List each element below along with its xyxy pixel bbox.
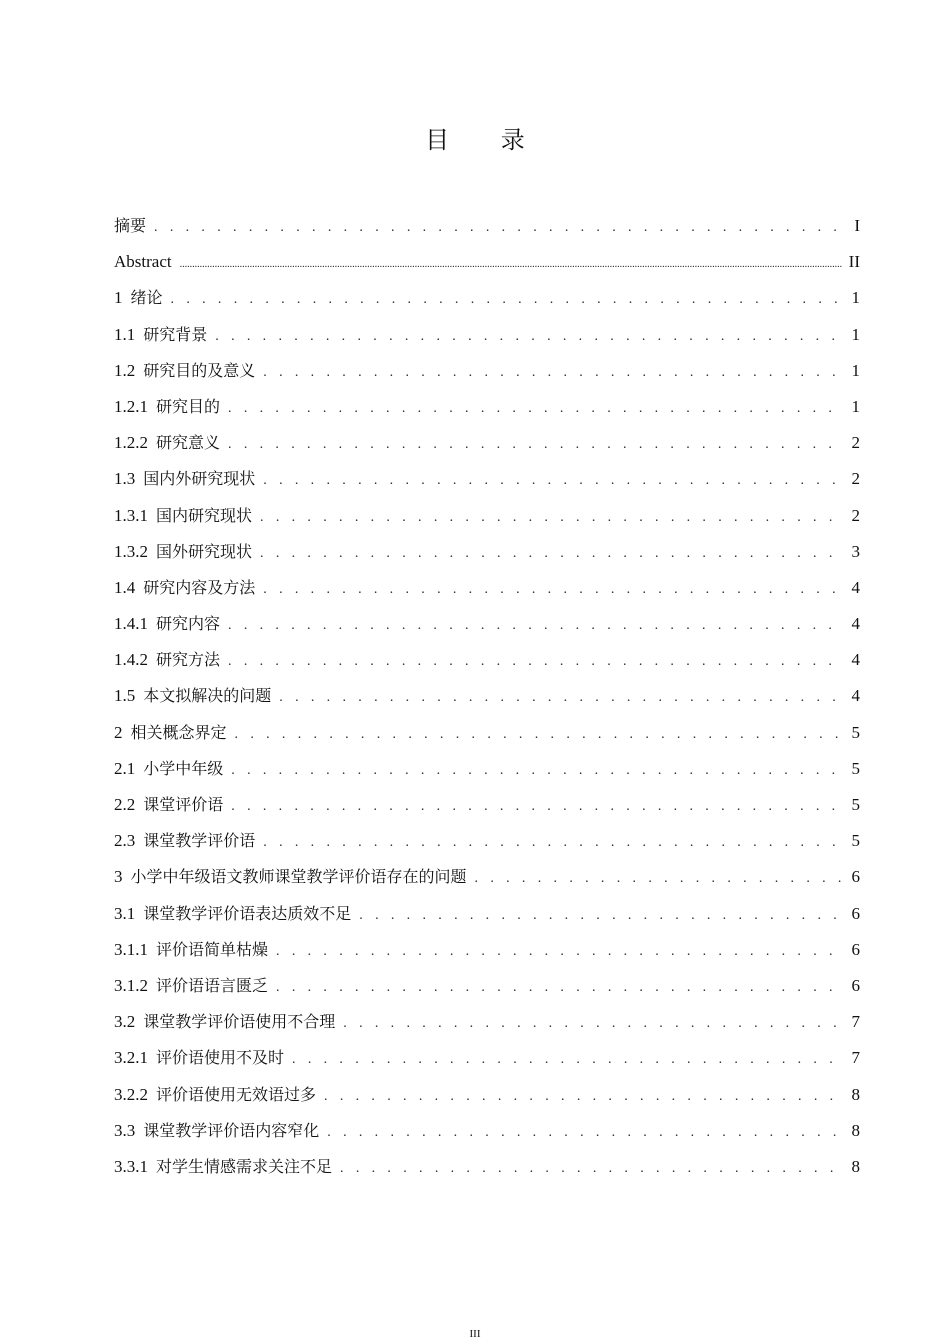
toc-dot-leader [263,825,842,861]
toc-entry-text: 研究内容 [156,614,221,634]
toc-entry[interactable] [114,859,860,895]
toc-entry-label [114,678,271,714]
toc-entry-number: 1.1 [114,324,136,344]
toc-entry-text: 评价语使用不及时 [156,1048,285,1068]
toc-entry-number: 1.5 [114,686,136,706]
toc-dot-leader [154,210,842,246]
toc-entry[interactable] [114,570,860,606]
toc-entry-label [114,1004,335,1040]
toc-entry-label [114,353,255,389]
page-title: 目 录 [425,126,547,154]
toc-entry-page: 6 [851,867,860,887]
toc-dot-leader [327,1115,842,1151]
toc-entry-text: Abstract [114,252,172,272]
toc-entry[interactable] [114,208,860,244]
toc-entry-text: 小学中年级语文教师课堂教学评价语存在的问题 [130,867,467,887]
toc-entry-page: 7 [851,1048,860,1068]
toc-entry-number: 3 [114,867,123,887]
toc-entry-label [114,968,268,1004]
toc-entry-label [114,570,255,606]
toc-entry-label [114,425,220,461]
toc-entry[interactable] [114,1040,860,1076]
toc-entry-label [114,715,227,751]
toc-entry-text: 国内研究现状 [156,505,253,525]
toc-entry-label [114,244,172,280]
toc-entry-label [114,498,252,534]
toc-entry[interactable] [114,715,860,751]
toc-entry-number: 1.2.2 [114,433,148,453]
toc-entry-text: 小学中年级 [143,758,224,778]
toc-dot-leader [228,608,842,644]
toc-entry-page: 2 [851,505,860,525]
toc-entry-text: 相关概念界定 [130,722,227,742]
toc-entry-text: 研究内容及方法 [143,577,256,597]
toc-dot-leader [276,970,842,1006]
toc-entry-text: 课堂教学评价语 [143,831,256,851]
toc-entry-page: 1 [851,288,860,308]
toc-dot-leader [235,717,842,753]
toc-entry-number: 1.3.1 [114,505,148,525]
toc-entry[interactable] [114,678,860,714]
toc-entry[interactable] [114,534,860,570]
toc-entry-text: 摘要 [114,216,147,235]
toc-dot-leader [359,898,842,934]
toc-entry-page: 4 [851,686,860,706]
page-number: III [469,1328,481,1340]
toc-entry[interactable] [114,1077,860,1113]
toc-entry[interactable] [114,1113,860,1149]
toc-entry-number: 2.3 [114,831,136,851]
toc-dot-leader [263,572,842,608]
toc-entry-page: 6 [851,939,860,959]
toc-entry-text: 课堂教学评价语使用不合理 [143,1012,336,1032]
toc-entry-page: 4 [851,650,860,670]
toc-entry-label [114,896,351,932]
toc-entry-text: 评价语使用无效语过多 [156,1084,317,1104]
toc-dot-leader [231,753,842,789]
toc-entry-page: 3 [851,541,860,561]
toc-entry[interactable] [114,823,860,859]
toc-entry-page: 6 [851,903,860,923]
toc-dot-leader [171,282,842,318]
toc-dot-leader [231,789,842,825]
toc-entry[interactable] [114,425,860,461]
toc-entry[interactable] [114,968,860,1004]
toc-entry[interactable] [114,787,860,823]
toc-entry-number: 2.2 [114,795,136,814]
toc-entry-label [114,1113,319,1149]
toc-entry-label [114,606,220,642]
toc-entry-number: 3.1.2 [114,975,148,995]
toc-entry-text: 研究背景 [143,324,208,344]
toc-dot-leader [263,463,842,499]
toc-dot-leader [215,319,842,355]
toc-dot-leader [180,247,842,283]
toc-entry-number: 1.2 [114,360,136,380]
toc-entry-number: 1.3.2 [114,541,148,561]
toc-dot-leader [263,355,842,391]
toc-entry-page: 8 [851,1120,860,1140]
toc-entry-text: 研究意义 [156,433,221,453]
toc-entry-label [114,534,252,570]
toc-dot-leader [228,644,842,680]
toc-dot-leader [260,536,842,572]
toc-entry-text: 课堂评价语 [143,795,224,814]
toc-entry-label [114,859,467,895]
toc-entry-text: 评价语简单枯燥 [156,939,269,959]
toc-entry-text: 课堂教学评价语内容窄化 [143,1120,320,1140]
toc-entry[interactable] [114,896,860,932]
toc-entry[interactable] [114,932,860,968]
toc-entry-page: 1 [851,324,860,344]
toc-entry-number: 1.4.2 [114,650,148,670]
toc-entry-page: 5 [851,831,860,851]
toc-dot-leader [228,391,842,427]
toc-dot-leader [343,1006,842,1042]
toc-entry-page: 1 [851,360,860,380]
toc-dot-leader [276,934,842,970]
toc-dot-leader [228,427,842,463]
toc-entry[interactable] [114,317,860,353]
toc-entry-page: 5 [851,758,860,778]
toc-entry-number: 3.3 [114,1120,136,1140]
toc-entry-number: 3.1.1 [114,939,148,959]
toc-entry[interactable] [114,498,860,534]
toc-entry-label [114,461,255,497]
toc-entry-text: 对学生情感需求关注不足 [156,1156,333,1176]
toc-entry-text: 国外研究现状 [156,541,253,561]
toc-entry-number: 3.1 [114,903,136,923]
toc-entry[interactable] [114,606,860,642]
toc-entry-page: 8 [851,1084,860,1104]
toc-entry-text: 国内外研究现状 [143,469,256,489]
toc-entry[interactable] [114,751,860,787]
toc-entry-label [114,751,223,787]
toc-entry-number: 2 [114,722,123,742]
toc-entry[interactable] [114,642,860,678]
toc-dot-leader [340,1151,842,1187]
toc-entry-text: 研究目的 [156,396,221,416]
toc-entry[interactable] [114,244,860,280]
toc-entry[interactable] [114,461,860,497]
toc-entry-text: 课堂教学评价语表达质效不足 [143,903,352,923]
toc-entry[interactable] [114,280,860,316]
toc-entry-text: 研究目的及意义 [143,360,256,380]
toc-entry-page: 6 [851,975,860,995]
toc-entry[interactable] [114,1149,860,1185]
toc-entry-number: 1.3 [114,469,136,489]
toc-entry-page: II [848,252,860,272]
toc-entry-label [114,208,146,244]
toc-dot-leader [260,500,842,536]
toc-entry-page: 5 [851,795,860,814]
toc-dot-leader [324,1079,842,1115]
toc-entry-label [114,280,163,316]
toc-dot-leader [279,680,842,716]
toc-entry-text: 本文拟解决的问题 [143,686,272,706]
toc-entry-page: 4 [851,577,860,597]
toc-entry-number: 3.2.1 [114,1048,148,1068]
toc-entry-page: 2 [851,469,860,489]
toc-entry-page: 1 [851,396,860,416]
toc-entry-label [114,389,220,425]
toc-dot-leader [292,1042,842,1078]
toc-entry-page: I [854,216,860,235]
toc-entry[interactable] [114,389,860,425]
toc-entry-label [114,317,207,353]
toc-entry-page: 7 [851,1012,860,1032]
toc-entry[interactable] [114,1004,860,1040]
toc-entry-number: 3.3.1 [114,1156,148,1176]
toc-entry-number: 1 [114,288,123,308]
toc-entry-number: 1.2.1 [114,396,148,416]
toc-entry-label [114,823,255,859]
toc-entry-label [114,1149,332,1185]
toc-entry-page: 4 [851,614,860,634]
toc-dot-leader [475,861,842,897]
toc-entry-number: 1.4 [114,577,136,597]
toc-entry-label [114,787,223,823]
toc-entry-number: 1.4.1 [114,614,148,634]
toc-entry-label [114,1077,316,1113]
toc-entry-number: 3.2 [114,1012,136,1032]
toc-entry-page: 2 [851,433,860,453]
toc-entry-number: 2.1 [114,758,136,778]
toc-entry-label [114,1040,284,1076]
toc-entry-text: 绪论 [130,288,163,308]
table-of-contents [114,208,860,1185]
toc-entry-text: 评价语语言匮乏 [156,975,269,995]
toc-entry-label [114,642,220,678]
toc-entry-label [114,932,268,968]
toc-entry-text: 研究方法 [156,650,221,670]
toc-entry-number: 3.2.2 [114,1084,148,1104]
toc-entry-page: 8 [851,1156,860,1176]
toc-entry[interactable] [114,353,860,389]
toc-entry-page: 5 [851,722,860,742]
